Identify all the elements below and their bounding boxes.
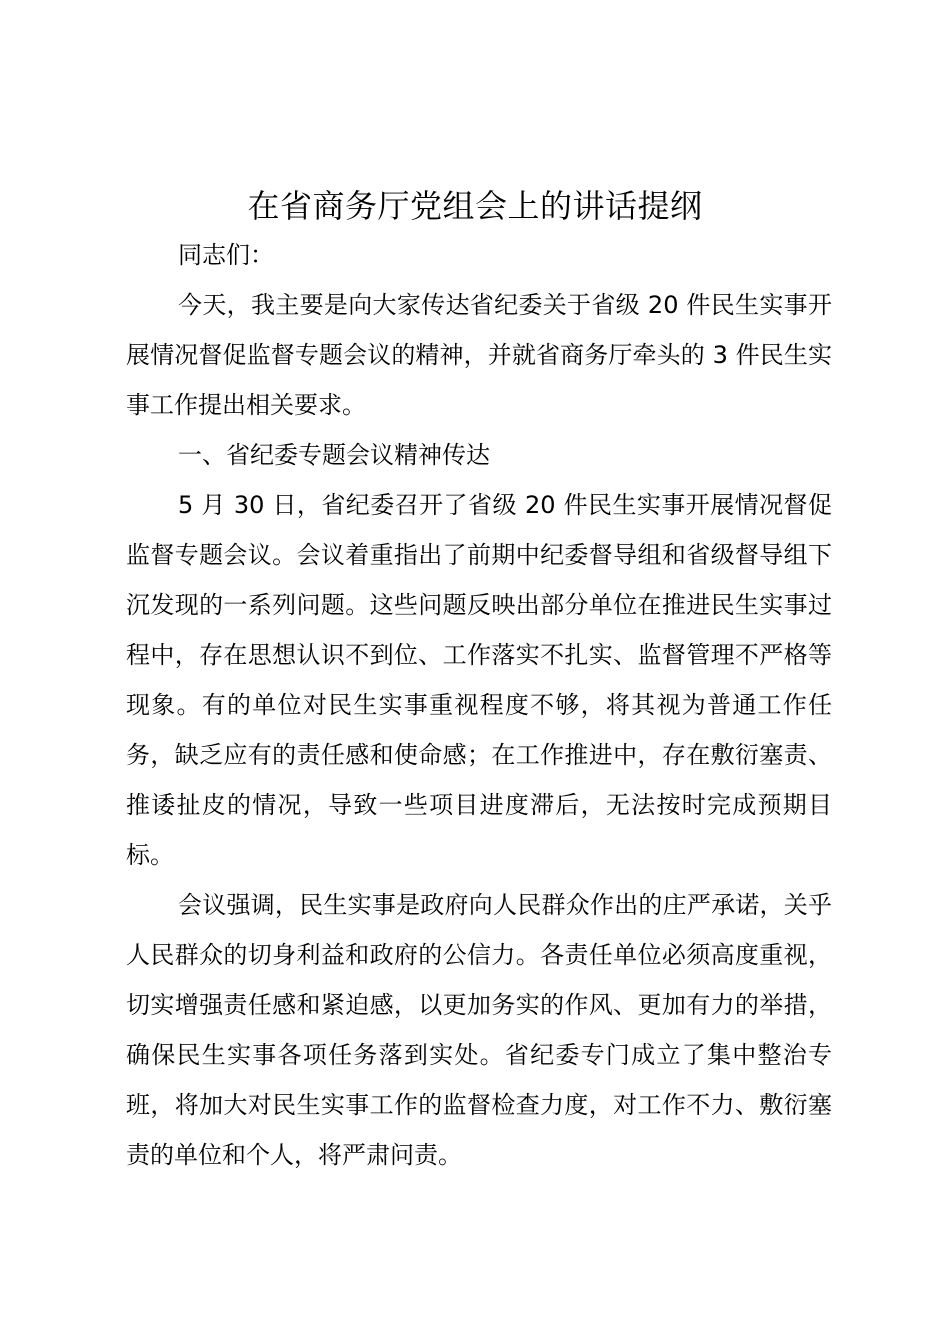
salutation-paragraph: 同志们：: [178, 241, 274, 269]
meeting-emphasis-paragraph: 会议强调，民生实事是政府向人民群众作出的庄严承诺，关乎人民群众的切身利益和政府的公信力。各责任单位必须高度重视，切实增强责任感和紧迫感，以更加务实的作风、更加有力的举措，确保民生实事各项任务落到实处。省纪委专门成立了集中整治专班，将加大对民生实事工作的监督检查力度，对工作不力、敷衍塞责的单位和个人，将严肃问责。: [126, 891, 832, 1169]
intro-paragraph: 今天，我主要是向大家传达省纪委关于省级 20 件民生实事开展情况督促监督专题会议的精神，并就省商务厅牵头的 3 件民生实事工作提出相关要求。: [126, 291, 832, 419]
document-body: [126, 230, 832, 1180]
section-heading: 一、省纪委专题会议精神传达: [178, 441, 490, 469]
document-title: 在省商务厅党组会上的讲话提纲: [247, 187, 703, 225]
meeting-summary-paragraph: 5 月 30 日，省纪委召开了省级 20 件民生实事开展情况督促监督专题会议。会议着重指出了前期中纪委督导组和省级督导组下沉发现的一系列问题。这些问题反映出部分单位在推进民生实事过程中，存在思想认识不到位、工作落实不扎实、监督管理不严格等现象。有的单位对民生实事重视程度不够，将其视为普通工作任务，缺乏应有的责任感和使命感；在工作推进中，存在敷衍塞责、推诿扯皮的情况，导致一些项目进度滞后，无法按时完成预期目标。: [126, 491, 832, 869]
